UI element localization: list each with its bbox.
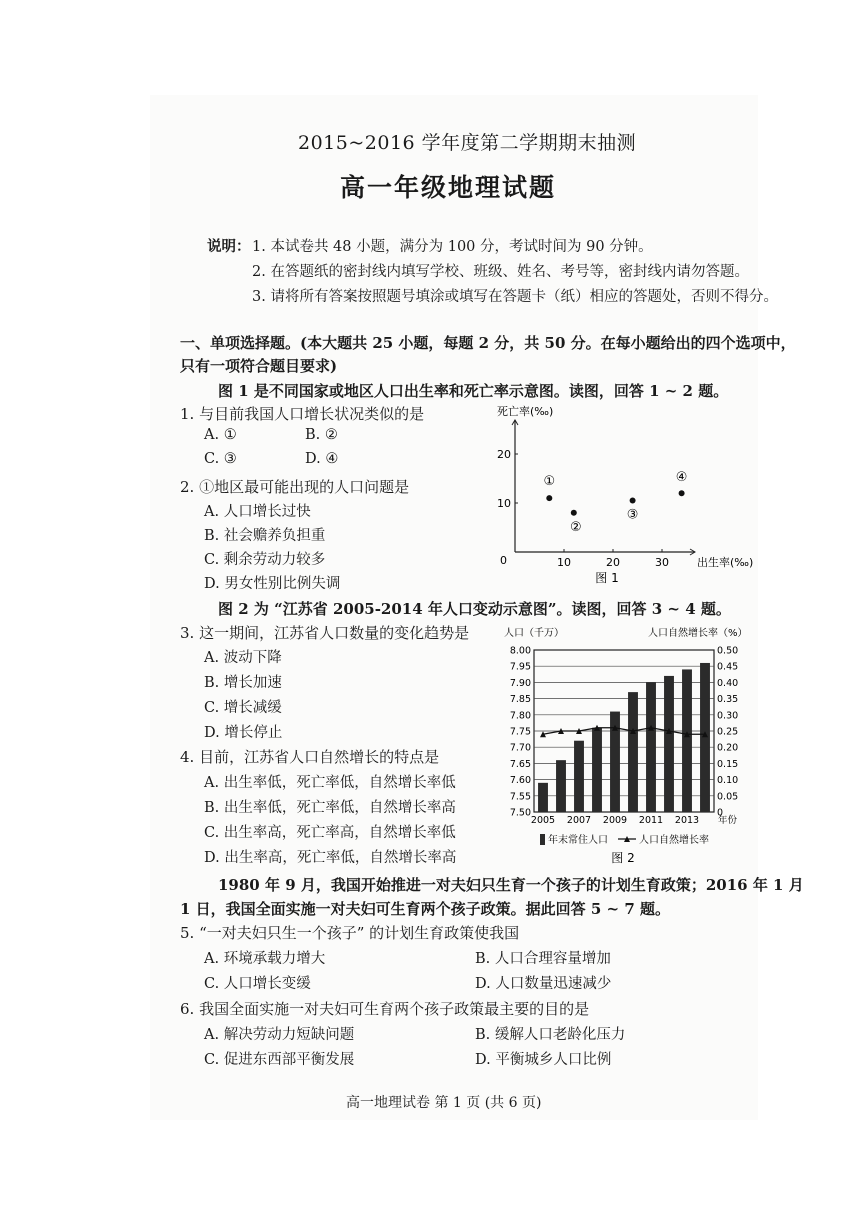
x-tick-label: 0 [500, 554, 507, 567]
y2-tick-label: 0.05 [717, 791, 739, 803]
exam-title: 2015~2016 学年度第二学期期末抽测 [298, 132, 637, 154]
y2-tick-label: 0 [717, 807, 724, 819]
figure2-intro: 图 2 为 “江苏省 2005-2014 年人口变动示意图”。读图，回答 3 ~ 4 题。 [218, 600, 731, 618]
bar [628, 692, 638, 812]
x-tick-label: 10 [557, 556, 571, 569]
q6-option-b: B. 缓解人口老龄化压力 [475, 1027, 626, 1043]
y2-tick-label: 0.40 [717, 677, 739, 689]
y-tick-label: 7.85 [509, 694, 531, 706]
q4-option-d: D. 出生率高，死亡率低，自然增长率高 [204, 850, 457, 866]
point-label: ② [569, 519, 582, 535]
q4-option-c: C. 出生率高，死亡率高，自然增长率低 [204, 825, 456, 841]
bar [700, 663, 710, 812]
y-axis-label: 死亡率(‰) [497, 405, 554, 418]
q1-option-a: A. ① [204, 427, 237, 443]
y-tick-label: 7.55 [509, 791, 531, 803]
legend-bar-swatch [540, 834, 545, 845]
x-axis-label: 年份 [718, 815, 738, 826]
question-3-stem: 3. 这一期间，江苏省人口数量的变化趋势是 [180, 624, 470, 642]
y2-tick-label: 0.45 [717, 661, 739, 673]
x-tick-label: 2011 [638, 815, 664, 826]
q5-option-c: C. 人口增长变缓 [204, 976, 311, 992]
policy-intro: 1980 年 9 月，我国开始推进一对夫妇只生育一个孩子的计划生育政策；2016 年 1 月 [218, 876, 804, 894]
y2-tick-label: 0.15 [717, 758, 739, 770]
policy-intro-cont: 1 日，我国全面实施一对夫妇可生育两个孩子政策。据此回答 5 ~ 7 题。 [180, 900, 670, 918]
question-4-stem: 4. 目前，江苏省人口自然增长的特点是 [180, 748, 440, 766]
x-tick-label: 2007 [566, 815, 592, 826]
scatter-point [546, 495, 552, 501]
bar [682, 669, 692, 812]
figure-1-scatter-chart [490, 402, 760, 592]
y-tick-label: 20 [497, 448, 511, 461]
x-tick-label: 30 [655, 556, 669, 569]
q1-option-b: B. ② [305, 427, 338, 443]
figure-2-bar-line-chart [496, 622, 760, 866]
point-label: ① [543, 474, 556, 490]
x-tick-label: 2009 [602, 815, 628, 826]
legend-bar-label: 年末常住人口 [548, 835, 608, 846]
y-tick-label: 7.65 [509, 758, 531, 770]
q6-option-a: A. 解决劳动力短缺问题 [204, 1027, 355, 1043]
point-label: ④ [675, 470, 688, 486]
question-2-stem: 2. ①地区最可能出现的人口问题是 [180, 478, 410, 496]
question-5-stem: 5. “一对夫妇只生一个孩子” 的计划生育政策使我国 [180, 924, 520, 942]
y-tick-label: 10 [497, 497, 511, 510]
y-tick-label: 7.75 [509, 726, 531, 738]
chart-title: 图 1 [595, 571, 619, 585]
scatter-point [630, 498, 636, 504]
scatter-point [679, 490, 685, 496]
instruction-item: 2. 在答题纸的密封线内填写学校、班级、姓名、考号等，密封线内请勿答题。 [252, 264, 749, 280]
y-tick-label: 7.80 [509, 710, 531, 722]
q2-option-a: A. 人口增长过快 [204, 504, 311, 520]
bar [574, 741, 584, 812]
x-tick-label: 2005 [530, 815, 556, 826]
q3-option-c: C. 增长减缓 [204, 700, 282, 716]
y-tick-label: 7.95 [509, 661, 531, 673]
legend-line-label: 人口自然增长率 [639, 835, 709, 846]
q3-option-b: B. 增长加速 [204, 675, 282, 691]
x-tick-label: 20 [606, 556, 620, 569]
y-tick-label: 7.90 [509, 677, 531, 689]
y2-tick-label: 0.50 [717, 645, 739, 657]
instructions-label: 说明： [207, 238, 251, 255]
bar [664, 676, 674, 812]
y2-tick-label: 0.30 [717, 710, 739, 722]
bar [592, 728, 602, 812]
y2-tick-label: 0.10 [717, 775, 739, 787]
bar [538, 783, 548, 812]
question-6-stem: 6. 我国全面实施一对夫妇可生育两个孩子政策最主要的目的是 [180, 1000, 590, 1018]
q4-option-a: A. 出生率低，死亡率低，自然增长率低 [204, 775, 456, 791]
instruction-item: 1. 本试卷共 48 小题，满分为 100 分，考试时间为 90 分钟。 [252, 239, 653, 255]
x-axis-label: 出生率(‰) [697, 556, 754, 569]
q3-option-a: A. 波动下降 [204, 650, 282, 666]
y-axis-label: 人口（千万） [504, 628, 564, 639]
instruction-item: 3. 请将所有答案按照题号填涂或填写在答题卡（纸）相应的答题处，否则不得分。 [252, 289, 778, 305]
figure1-intro: 图 1 是不同国家或地区人口出生率和死亡率示意图。读图，回答 1 ~ 2 题。 [218, 382, 729, 400]
q6-option-c: C. 促进东西部平衡发展 [204, 1052, 355, 1068]
page-footer: 高一地理试卷 第 1 页 (共 6 页) [346, 1095, 542, 1111]
q2-option-c: C. 剩余劳动力较多 [204, 552, 326, 568]
bar [646, 682, 656, 812]
q3-option-d: D. 增长停止 [204, 725, 283, 741]
q4-option-b: B. 出生率低，死亡率低，自然增长率高 [204, 800, 456, 816]
q5-option-b: B. 人口合理容量增加 [475, 951, 611, 967]
q1-option-c: C. ③ [204, 451, 237, 467]
y-tick-label: 7.60 [509, 775, 531, 787]
y2-tick-label: 0.20 [717, 742, 739, 754]
y-tick-label: 7.50 [509, 807, 531, 819]
q1-option-d: D. ④ [305, 451, 339, 467]
q5-option-a: A. 环境承载力增大 [204, 951, 326, 967]
y2-axis-label: 人口自然增长率（%） [648, 628, 748, 639]
point-label: ③ [626, 507, 639, 523]
y-tick-label: 8.00 [509, 645, 531, 657]
y2-tick-label: 0.35 [717, 694, 739, 706]
exam-subtitle: 高一年级地理试题 [340, 173, 557, 202]
section-heading: 一、单项选择题。(本大题共 25 小题，每题 2 分，共 50 分。在每小题给出的四个选项中， [180, 334, 796, 352]
question-1-stem: 1. 与目前我国人口增长状况类似的是 [180, 405, 425, 423]
q2-option-b: B. 社会赡养负担重 [204, 528, 326, 544]
q5-option-d: D. 人口数量迅速减少 [475, 976, 612, 992]
bar [556, 760, 566, 812]
section-heading-cont: 只有一项符合题目要求) [180, 357, 338, 375]
q6-option-d: D. 平衡城乡人口比例 [475, 1052, 612, 1068]
q2-option-d: D. 男女性别比例失调 [204, 576, 341, 592]
y-tick-label: 7.70 [509, 742, 531, 754]
scatter-point [571, 510, 577, 516]
chart-title: 图 2 [611, 851, 635, 865]
x-tick-label: 2013 [674, 815, 700, 826]
y2-tick-label: 0.25 [717, 726, 739, 738]
